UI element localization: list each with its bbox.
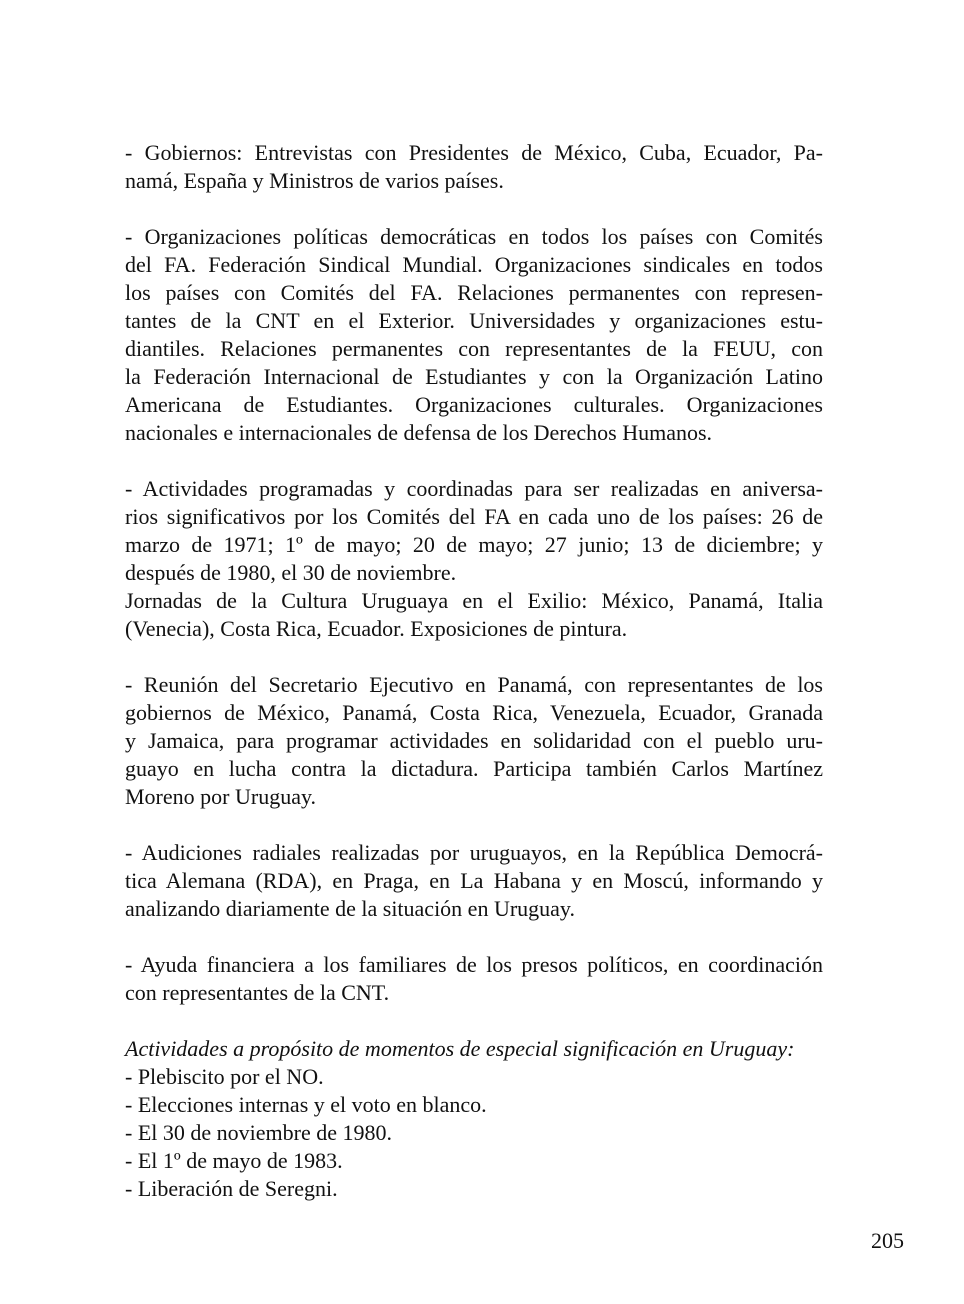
text-line: analizando diariamente de la situación en Uruguay.	[125, 896, 576, 921]
section-list	[125, 1063, 823, 1203]
section-heading: Actividades a propósito de momentos de especial significación en Uruguay:	[125, 1036, 795, 1061]
text-line: tantes de la CNT en el Exterior. Universidades y organizaciones estu-	[125, 308, 823, 333]
paragraph-ayuda	[125, 951, 823, 1007]
text-line: marzo de 1971; 1º de mayo; 20 de mayo; 27 junio; 13 de diciembre; y	[125, 532, 823, 557]
paragraph-organizaciones	[125, 223, 823, 447]
list-item: - Plebiscito por el NO.	[125, 1064, 324, 1089]
text-line: los países con Comités del FA. Relaciones permanentes con represen-	[125, 280, 823, 305]
list-item: - El 30 de noviembre de 1980.	[125, 1120, 392, 1145]
page-body	[125, 139, 823, 1203]
text-line: - Reunión del Secretario Ejecutivo en Panamá, con representantes de los	[125, 672, 823, 697]
text-line: la Federación Internacional de Estudiantes y con la Organización Latino	[125, 364, 823, 389]
list-item: - Elecciones internas y el voto en blanco.	[125, 1092, 487, 1117]
text-line: nacionales e internacionales de defensa de los Derechos Humanos.	[125, 420, 713, 445]
text-line: del FA. Federación Sindical Mundial. Organizaciones sindicales en todos	[125, 252, 823, 277]
paragraph-gobiernos	[125, 139, 823, 195]
text-line: guayo en lucha contra la dictadura. Participa también Carlos Martínez	[125, 756, 823, 781]
text-line: - Actividades programadas y coordinadas para ser realizadas en aniversa-	[125, 476, 823, 501]
text-line: namá, España y Ministros de varios países.	[125, 168, 504, 193]
list-item: - El 1º de mayo de 1983.	[125, 1148, 343, 1173]
text-line: gobiernos de México, Panamá, Costa Rica, Venezuela, Ecuador, Granada	[125, 700, 823, 725]
paragraph-reunion	[125, 671, 823, 811]
text-line: después de 1980, el 30 de noviembre.	[125, 560, 457, 585]
text-line: - Organizaciones políticas democráticas en todos los países con Comités	[125, 224, 823, 249]
text-line: rios significativos por los Comités del FA en cada uno de los países: 26 de	[125, 504, 823, 529]
text-line: - Gobiernos: Entrevistas con Presidentes de México, Cuba, Ecuador, Pa-	[125, 140, 823, 165]
paragraph-audiciones	[125, 839, 823, 923]
text-line: Moreno por Uruguay.	[125, 784, 317, 809]
text-line: con representantes de la CNT.	[125, 980, 390, 1005]
text-line: - Audiciones radiales realizadas por uruguayos, en la República Democrá-	[125, 840, 823, 865]
paragraph-actividades	[125, 475, 823, 643]
list-item: - Liberación de Seregni.	[125, 1176, 338, 1201]
text-line: y Jamaica, para programar actividades en solidaridad con el pueblo uru-	[125, 728, 823, 753]
text-line: tica Alemana (RDA), en Praga, en La Habana y en Moscú, informando y	[125, 868, 823, 893]
text-line: (Venecia), Costa Rica, Ecuador. Exposiciones de pintura.	[125, 616, 628, 641]
text-line: Americana de Estudiantes. Organizaciones culturales. Organizaciones	[125, 392, 823, 417]
page-number: 205	[871, 1228, 904, 1253]
text-line: Jornadas de la Cultura Uruguaya en el Exilio: México, Panamá, Italia	[125, 588, 823, 613]
text-line: diantiles. Relaciones permanentes con representantes de la FEUU, con	[125, 336, 823, 361]
text-line: - Ayuda financiera a los familiares de los presos políticos, en coordinación	[125, 952, 823, 977]
